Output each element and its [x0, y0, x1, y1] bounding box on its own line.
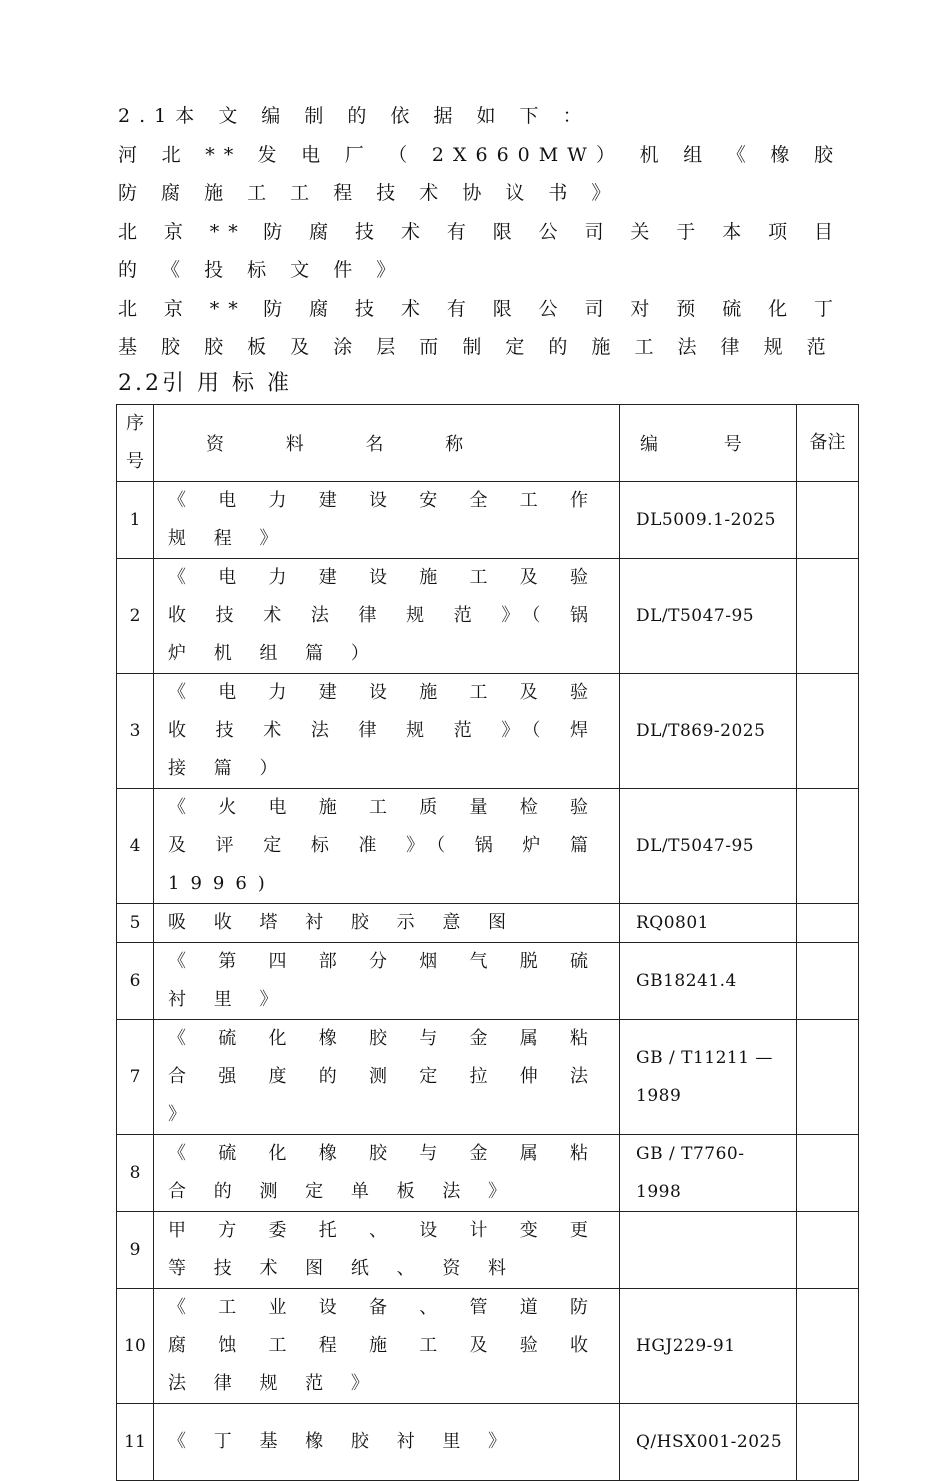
row-note — [797, 1404, 859, 1481]
table-row — [117, 1289, 859, 1404]
row-name: 《 丁 基 橡 胶 衬 里 》 — [154, 1404, 620, 1481]
header-seq: 序号 — [117, 405, 154, 482]
row-note — [797, 482, 859, 559]
table-row — [117, 1404, 859, 1481]
row-name: 《 工 业 设 备 、 管 道 防 腐 蚀 工 程 施 工 及 验 收 法 律 规 范 》 — [154, 1289, 620, 1404]
row-name: 吸 收 塔 衬 胶 示 意 图 — [154, 904, 620, 943]
row-code: DL/T5047-95 — [620, 559, 797, 674]
row-note — [797, 904, 859, 943]
row-seq: 2 — [117, 559, 154, 674]
row-name: 《 硫 化 橡 胶 与 金 属 粘 合 强 度 的 测 定 拉 伸 法 》 — [154, 1020, 620, 1135]
row-name: 《 火 电 施 工 质 量 检 验 及 评 定 标 准 》（ 锅 炉 篇 1996) — [154, 789, 620, 904]
row-code: Q/HSX001-2025 — [620, 1404, 797, 1481]
row-name: 《 电 力 建 设 安 全 工 作 规 程 》 — [154, 482, 620, 559]
table-row — [117, 482, 859, 559]
row-seq: 7 — [117, 1020, 154, 1135]
row-code: RQ0801 — [620, 904, 797, 943]
row-code — [620, 1212, 797, 1289]
row-name: 甲 方 委 托 、 设 计 变 更 等 技 术 图 纸 、 资 料 — [154, 1212, 620, 1289]
row-name: 《 第 四 部 分 烟 气 脱 硫 衬 里 》 — [154, 943, 620, 1020]
row-code: GB / T11211 — 1989 — [620, 1020, 797, 1135]
table-row — [117, 943, 859, 1020]
row-seq: 8 — [117, 1135, 154, 1212]
row-code: DL5009.1-2025 — [620, 482, 797, 559]
row-note — [797, 1289, 859, 1404]
row-name: 《 电 力 建 设 施 工 及 验 收 技 术 法 律 规 范 》（ 锅 炉 机 组 篇 ） — [154, 559, 620, 674]
row-seq: 9 — [117, 1212, 154, 1289]
row-seq: 5 — [117, 904, 154, 943]
row-code: DL/T869-2025 — [620, 674, 797, 789]
row-note — [797, 1020, 859, 1135]
standards-table — [116, 404, 859, 1481]
row-seq: 11 — [117, 1404, 154, 1481]
row-note — [797, 789, 859, 904]
basis-item-bid-document: 北 京 ** 防 腐 技 术 有 限 公 司 关 于 本 项 目 的 《 投 标 文 件 》 — [118, 221, 842, 281]
row-name: 《 硫 化 橡 胶 与 金 属 粘 合 的 测 定 单 板 法 》 — [154, 1135, 620, 1212]
table-header-row — [117, 405, 859, 482]
row-note — [797, 1212, 859, 1289]
row-code: DL/T5047-95 — [620, 789, 797, 904]
row-note — [797, 943, 859, 1020]
table-row — [117, 1020, 859, 1135]
table-row — [117, 559, 859, 674]
row-name: 《 电 力 建 设 施 工 及 验 收 技 术 法 律 规 范 》（ 焊 接 篇 ） — [154, 674, 620, 789]
table-row — [117, 1135, 859, 1212]
row-note — [797, 674, 859, 789]
row-note — [797, 559, 859, 674]
header-name: 资 料 名 称 — [154, 405, 620, 482]
row-seq: 6 — [117, 943, 154, 1020]
row-seq: 3 — [117, 674, 154, 789]
row-seq: 10 — [117, 1289, 154, 1404]
basis-intro: 2.1本 文 编 制 的 依 据 如 下 ： — [118, 105, 591, 127]
header-code: 编 号 — [620, 405, 797, 482]
row-code: HGJ229-91 — [620, 1289, 797, 1404]
row-code: GB18241.4 — [620, 943, 797, 1020]
table-row — [117, 904, 859, 943]
table-row — [117, 1212, 859, 1289]
section-heading: 2.2引 用 标 准 — [118, 371, 292, 396]
basis-item-construction-spec: 北 京 ** 防 腐 技 术 有 限 公 司 对 预 硫 化 丁 基 胶 胶 板 及 涂 层 而 制 定 的 施 工 法 律 规 范 — [118, 298, 842, 358]
header-note: 备注 — [797, 405, 859, 482]
row-seq: 1 — [117, 482, 154, 559]
basis-item-agreement: 河 北 ** 发 电 厂 （ 2X660MW） 机 组 《 橡 胶 防 腐 施 工 工 程 技 术 协 议 书 》 — [118, 144, 842, 204]
row-code: GB / T7760-1998 — [620, 1135, 797, 1212]
table-row — [117, 674, 859, 789]
table-row — [117, 789, 859, 904]
row-note — [797, 1135, 859, 1212]
row-seq: 4 — [117, 789, 154, 904]
